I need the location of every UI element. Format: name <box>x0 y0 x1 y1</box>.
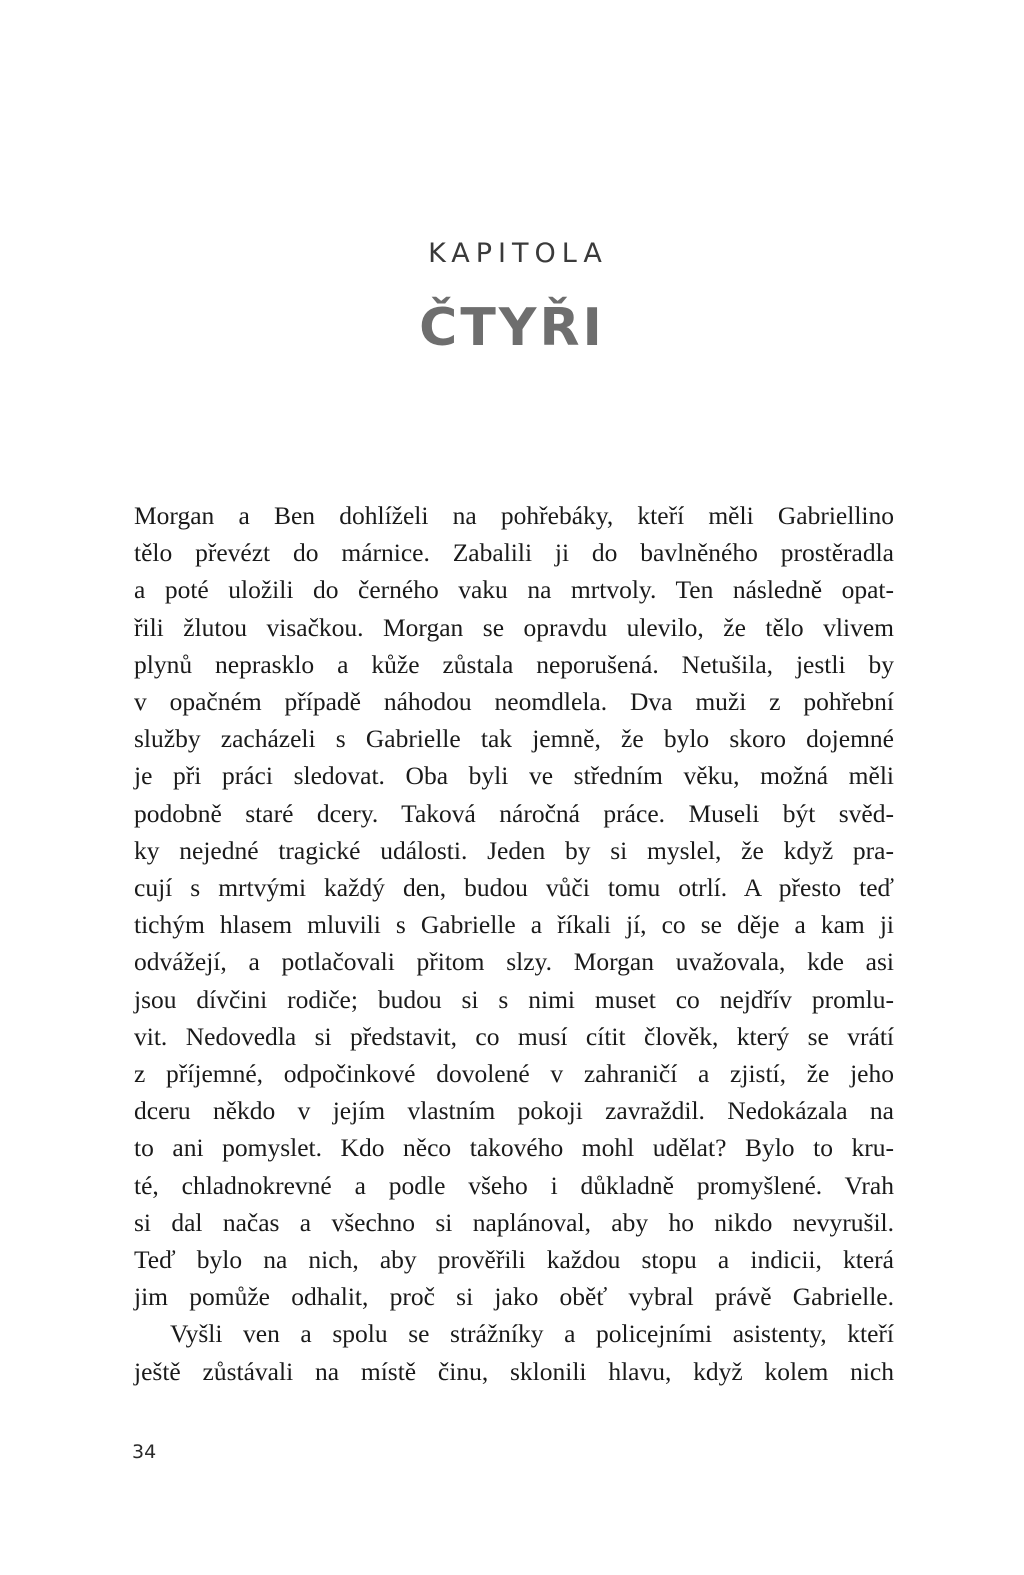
text-line: plynů neprasklo a kůže zůstala neporušená. Netušila, jestli by <box>134 649 894 679</box>
text-line: podobně staré dcery. Taková náročná práce. Museli být svěd- <box>134 798 894 828</box>
text-line: Teď bylo na nich, aby prověřili každou stopu a indicii, která <box>134 1245 894 1275</box>
text-line: je při práci sledovat. Oba byli ve středním věku, možná měli <box>134 761 894 791</box>
text-line: tichým hlasem mluvili s Gabrielle a říkali jí, co se děje a kam ji <box>134 910 894 940</box>
page-number: 34 <box>132 1441 157 1463</box>
chapter-title: ČTYŘI <box>419 298 605 358</box>
chapter-label: KAPITOLA <box>428 238 608 269</box>
text-line: Morgan a Ben dohlíželi na pohřebáky, kteří měli Gabriellino <box>134 501 894 530</box>
text-line: to ani pomyslet. Kdo něco takového mohl udělat? Bylo to kru- <box>134 1133 894 1163</box>
text-line: jim pomůže odhalit, proč si jako oběť vybral právě Gabrielle. <box>134 1282 894 1312</box>
text-line: té, chladnokrevné a podle všeho i důkladně promyšlené. Vrah <box>134 1170 894 1200</box>
text-line: vit. Nedovedla si představit, co musí cítit člověk, který se vrátí <box>134 1021 894 1051</box>
text-line: v opačném případě náhodou neomdlela. Dva muži z pohřební <box>134 687 894 717</box>
text-line: a poté uložili do černého vaku na mrtvoly. Ten následně opat- <box>134 575 894 605</box>
text-line: služby zacházeli s Gabrielle tak jemně, že bylo skoro dojemné <box>134 724 894 754</box>
paragraph-2 <box>134 1315 894 1389</box>
text-line: odvážejí, a potlačovali přitom slzy. Morgan uvažovala, kde asi <box>134 947 894 977</box>
text-line: jsou dívčini rodiče; budou si s nimi muset co nejdřív promlu- <box>134 984 894 1014</box>
text-line: ještě zůstávali na místě činu, sklonili hlavu, když kolem nich <box>134 1356 894 1386</box>
text-line: Vyšli ven a spolu se strážníky a policejními asistenty, kteří <box>170 1319 894 1349</box>
text-line: řili žlutou visačkou. Morgan se opravdu ulevilo, že tělo vlivem <box>134 612 894 642</box>
body-text <box>134 497 894 1390</box>
text-line: tělo převézt do márnice. Zabalili ji do bavlněného prostěradla <box>134 538 894 568</box>
text-line: ky nejedné tragické události. Jeden by si myslel, že když pra- <box>134 835 894 865</box>
paragraph-1 <box>134 497 894 1315</box>
text-line: si dal načas a všechno si naplánoval, aby ho nikdo nevyrušil. <box>134 1207 894 1237</box>
text-line: dceru někdo v jejím vlastním pokoji zavraždil. Nedokázala na <box>134 1096 894 1126</box>
text-line: z příjemné, odpočinkové dovolené v zahraničí a zjistí, že jeho <box>134 1059 894 1089</box>
text-line: cují s mrtvými každý den, budou vůči tomu otrlí. A přesto teď <box>134 873 894 903</box>
